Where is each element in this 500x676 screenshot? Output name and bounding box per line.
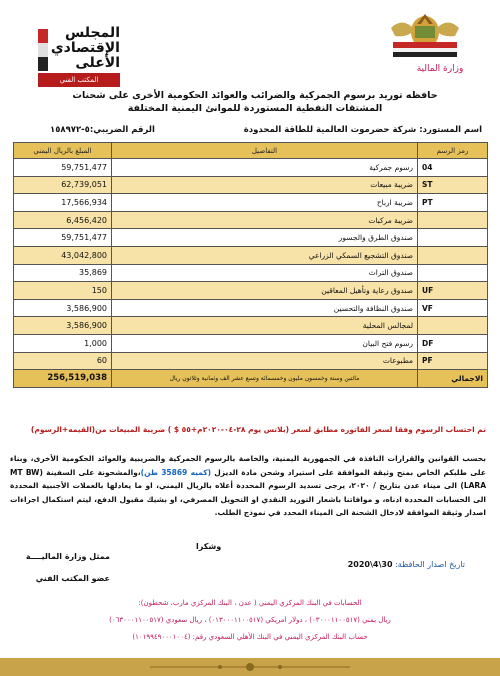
- row-description: ضريبة مبيعات: [112, 176, 418, 194]
- table-row: [14, 229, 488, 247]
- yemen-emblem-icon: [385, 8, 465, 62]
- body-part3: الى ميناء عدن بتاريخ / ٢٠٢٠، يرجى تسديد الرسوم المحددة أعلاه بالريال اليمني، او ما يعادلها بالعملات الأجنبية المحددة الى الحسابات المحددة ادناه، و موافاتنا باشعار التوريد النقدي او التحويل المصرفي، او بشيك مقبول الدفع، ليتم استكمال اجراءات اصدار وثيقة الموافقة لادخال الشحنة الى الميناء المحدد في نموذج الطلب.: [10, 481, 486, 518]
- row-amount: 1,000: [14, 334, 112, 352]
- row-amount: 150: [14, 282, 112, 300]
- row-code: DF: [418, 334, 488, 352]
- row-code: [418, 246, 488, 264]
- tax-number: الرقم الضريبي:٥-١٥٨٩٧٢: [50, 125, 155, 135]
- row-amount: 60: [14, 352, 112, 370]
- bank-accounts-numbers: ريال يمني (٠٣٠٠٠١١٠٠٥١٧) ، دولار امريكي (٠١٣٠٠٠١١٠٠٥١٧) ، ريال سعودي (٠٦٣٠٠٠١١٠٠٥١٧): [109, 616, 391, 624]
- table-row: [14, 317, 488, 335]
- document-title-line1: حافظه توريد برسوم الجمركية والضرائب والعوائد الحكومية الأخرى على شحنات: [72, 90, 438, 101]
- ministry-label: وزارة المالية: [416, 64, 464, 74]
- bank-accounts-heading: الحسابات في البنك المركزي اليمني ( عدن ، البنك المركزي مارب، شحطون):: [138, 599, 362, 607]
- council-office-label: المكتب الفني: [38, 73, 120, 87]
- row-amount: 35,869: [14, 264, 112, 282]
- body-vessel: (MT BW LARA): [10, 467, 487, 491]
- row-description: رسوم فتح البيان: [112, 334, 418, 352]
- body-paragraph: [10, 452, 486, 520]
- total-in-words: مائتين وستة وخمسون مليون وخمسمائة وتسع عشر الف وثمانية وثلاثون ريال: [112, 370, 418, 388]
- footer-ornament-icon: [150, 661, 350, 673]
- body-part2: ،والمشحونة على السفينة: [42, 467, 141, 477]
- row-code: [418, 264, 488, 282]
- table-row: [14, 352, 488, 370]
- header-code: رمز الرسم: [418, 143, 488, 159]
- total-row: [14, 370, 488, 388]
- bank-saudi-account: حساب البنك المركزي اليمني في البنك الأهلي السعودي رقم: (١٠١٩٩٤٩٠٠٠١٠٠٤): [132, 633, 368, 641]
- row-description: ضريبة ارباح: [112, 194, 418, 212]
- thanks-text: وشكرا: [196, 542, 222, 551]
- issue-date: [348, 560, 465, 569]
- table-row: [14, 264, 488, 282]
- table-row: [14, 194, 488, 212]
- table-row: [14, 211, 488, 229]
- row-description: رسوم جمركية: [112, 159, 418, 177]
- table-row: [14, 176, 488, 194]
- row-code: [418, 211, 488, 229]
- row-amount: 59,751,477: [14, 229, 112, 247]
- council-line-3: الأعلى: [75, 55, 120, 71]
- row-code: PF: [418, 352, 488, 370]
- row-code: [418, 317, 488, 335]
- row-description: صندوق النظافة والتحسين: [112, 299, 418, 317]
- header-description: التفاصيل: [112, 143, 418, 159]
- importer-name: اسم المستورد: شركة حضرموت العالمية للطاقة المحدودة: [243, 125, 482, 135]
- row-description: صندوق التشجيع السمكي الزراعي: [112, 246, 418, 264]
- council-logo: [38, 26, 120, 92]
- table-row: [14, 159, 488, 177]
- council-line-2: الإقتصادي: [50, 40, 120, 56]
- row-amount: 3,586,900: [14, 299, 112, 317]
- council-line-1: المجلس: [64, 25, 120, 41]
- row-description: صندوق التراث: [112, 264, 418, 282]
- total-label: الاجمالي: [418, 370, 488, 388]
- issue-date-label: تاريخ اصدار الحافظة:: [395, 560, 465, 569]
- row-amount: 43,042,800: [14, 246, 112, 264]
- body-part1: بحسب القوانين والقرارات النافذة في الجمهورية اليمنية، والخاصة بالرسوم الجمركية والضريبية والعوائد الحكومية الأخرى، وبناء على طلبكم الخاص بمنح وثيقة الموافقة على استيراد وشحن مادة الديزل: [10, 454, 486, 477]
- row-code: [418, 229, 488, 247]
- table-header-row: [14, 143, 488, 159]
- representative-title: ممثل وزارة الماليــــة: [25, 552, 110, 561]
- table-row: [14, 246, 488, 264]
- row-amount: 59,751,477: [14, 159, 112, 177]
- row-code: PT: [418, 194, 488, 212]
- row-amount: 17,566,934: [14, 194, 112, 212]
- row-amount: 6,456,420: [14, 211, 112, 229]
- technical-office-member: عضو المكتب الفني: [35, 574, 110, 583]
- row-code: 04: [418, 159, 488, 177]
- flag-bars-icon: [38, 29, 48, 71]
- body-quantity: (كميه 35869 طن): [140, 467, 211, 477]
- fee-table: [13, 142, 488, 388]
- row-description: صندوق الطرق والجسور: [112, 229, 418, 247]
- issue-date-value: 30\4\2020: [347, 560, 393, 569]
- row-amount: 62,739,051: [14, 176, 112, 194]
- row-description: ضريبة مركبات: [112, 211, 418, 229]
- total-amount: 256,519,038: [14, 370, 112, 388]
- row-code: ST: [418, 176, 488, 194]
- row-code: VF: [418, 299, 488, 317]
- table-row: [14, 282, 488, 300]
- header-amount: المبلغ بالريال اليمني: [14, 143, 112, 159]
- row-description: مطبوعات: [112, 352, 418, 370]
- pricing-note: تم احتساب الرسوم وفقا لسعر الفاتوره مطابق لسعر (بلاتس يوم ٢٨-٠٤-٢٠٢٠م+٥٥ $ ) ضريبة المبيعات من(القيمه+الرسوم): [30, 425, 486, 434]
- row-code: UF: [418, 282, 488, 300]
- row-amount: 3,586,900: [14, 317, 112, 335]
- row-description: صندوق رعاية وتأهيل المعاقين: [112, 282, 418, 300]
- document-title-line2: المشتقات النفطية المستوردة للموانئ اليمنية المختلفة: [127, 103, 383, 114]
- table-row: [14, 334, 488, 352]
- row-description: لمجالس المحلية: [112, 317, 418, 335]
- table-row: [14, 299, 488, 317]
